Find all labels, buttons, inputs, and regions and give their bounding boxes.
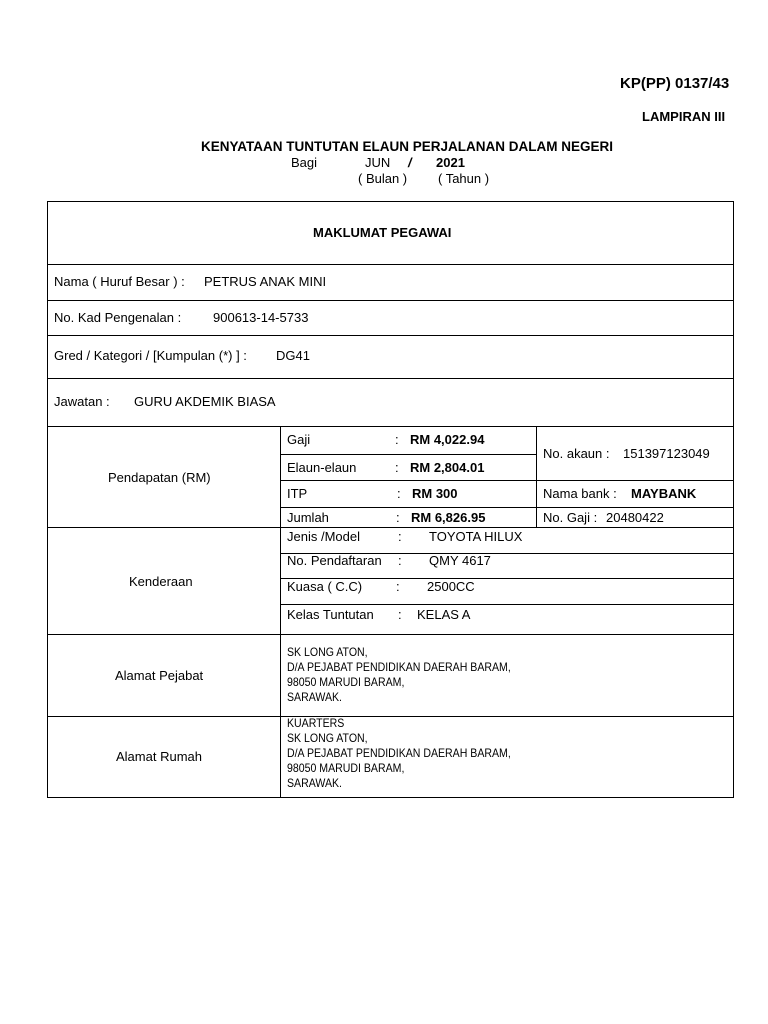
nama-label: Nama ( Huruf Besar ) : — [54, 274, 185, 289]
vehicle-row-value: 2500CC — [427, 579, 475, 594]
bank-value: MAYBANK — [631, 486, 697, 501]
nama-value: PETRUS ANAK MINI — [204, 274, 327, 289]
vehicle-row-colon: : — [398, 529, 402, 544]
address-line: D/A PEJABAT PENDIDIKAN DAERAH BARAM, — [287, 660, 511, 674]
lampiran-label: LAMPIRAN III — [642, 109, 726, 124]
address-line: 98050 MARUDI BARAM, — [287, 761, 405, 775]
income-row-value: RM 6,826.95 — [411, 510, 486, 525]
bank-label: Nama bank : — [543, 486, 617, 501]
alamat-rumah-text — [287, 716, 511, 791]
page-title: KENYATAAN TUNTUTAN ELAUN PERJALANAN DALAM NEGERI — [201, 139, 614, 154]
vehicle-row-colon: : — [398, 607, 402, 622]
akaun-value: 151397123049 — [623, 446, 710, 461]
gred-label: Gred / Kategori / [Kumpulan (*) ] : — [54, 348, 247, 363]
income-row-value: RM 4,022.94 — [410, 432, 485, 447]
income-row-colon: : — [395, 432, 399, 447]
income-row-colon: : — [395, 460, 399, 475]
address-line: SARAWAK. — [287, 776, 342, 790]
income-row-label: Elaun-elaun — [287, 460, 357, 475]
vehicle-row-label: No. Pendaftaran — [287, 553, 382, 568]
vehicle-row-colon: : — [398, 553, 402, 568]
gred-value: DG41 — [276, 348, 310, 363]
kenderaan-label: Kenderaan — [129, 574, 193, 589]
jawatan-label: Jawatan : — [54, 394, 110, 409]
kp-value: 900613-14-5733 — [213, 310, 309, 325]
address-line: 98050 MARUDI BARAM, — [287, 675, 405, 689]
kp-label: No. Kad Pengenalan : — [54, 310, 182, 325]
month-hint: ( Bulan ) — [358, 171, 408, 186]
vehicle-row-value: QMY 4617 — [429, 553, 491, 568]
form-reference: KP(PP) 0137/43 — [620, 75, 730, 92]
no-gaji-label: No. Gaji : — [543, 510, 598, 525]
bagi-label: Bagi — [291, 155, 318, 170]
date-separator: / — [408, 155, 412, 170]
address-line: SK LONG ATON, — [287, 731, 368, 745]
alamat-pejabat-label: Alamat Pejabat — [115, 668, 204, 683]
year-hint: ( Tahun ) — [438, 171, 490, 186]
income-row-colon: : — [396, 510, 400, 525]
address-line: D/A PEJABAT PENDIDIKAN DAERAH BARAM, — [287, 746, 511, 760]
address-line: SARAWAK. — [287, 690, 342, 704]
income-row-value: RM 2,804.01 — [410, 460, 485, 475]
pendapatan-label: Pendapatan (RM) — [108, 470, 211, 485]
income-row-label: Jumlah — [287, 510, 329, 525]
alamat-rumah-label: Alamat Rumah — [116, 749, 202, 764]
section-title: MAKLUMAT PEGAWAI — [313, 225, 452, 240]
jawatan-value: GURU AKDEMIK BIASA — [134, 394, 276, 409]
income-row-value: RM 300 — [412, 486, 458, 501]
year-value: 2021 — [436, 155, 465, 170]
vehicle-row-colon: : — [396, 579, 400, 594]
income-row-label: ITP — [287, 486, 308, 501]
income-row-colon: : — [397, 486, 401, 501]
income-row-label: Gaji — [287, 432, 311, 447]
vehicle-row-value: KELAS A — [417, 607, 471, 622]
no-gaji-value: 20480422 — [606, 510, 664, 525]
vehicle-row-label: Kelas Tuntutan — [287, 607, 374, 622]
akaun-label: No. akaun : — [543, 446, 610, 461]
vehicle-row-label: Jenis /Model — [287, 529, 360, 544]
vehicle-row-label: Kuasa ( C.C) — [287, 579, 363, 594]
address-line: SK LONG ATON, — [287, 645, 368, 659]
address-line: KUARTERS — [287, 716, 345, 730]
alamat-pejabat-text — [287, 645, 511, 705]
vehicle-row-value: TOYOTA HILUX — [429, 529, 523, 544]
month-value: JUN — [365, 155, 391, 170]
